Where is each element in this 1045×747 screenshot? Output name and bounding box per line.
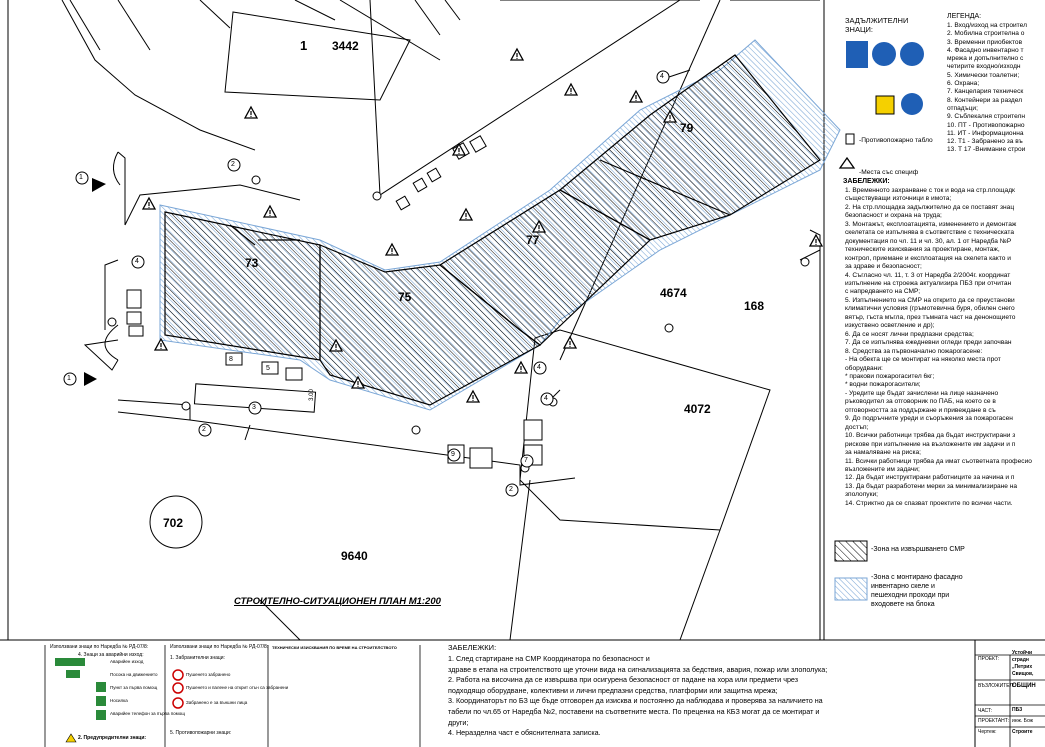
notes-title: ЗАБЕЛЕЖКИ:: [843, 178, 890, 185]
note-line: 4. Съгласно чл. 11, т. 3 от Наредба 2/2004г. координат: [845, 271, 1011, 279]
legend-item: 5. Химически тоалетни;: [947, 71, 1020, 79]
legend-list: [947, 22, 1027, 155]
bottom-note-line: 4. Неразделна част е обяснителната записка.: [448, 728, 601, 738]
note-line: рискове при изпълнение на възложените им задачи и п: [845, 440, 1016, 448]
callout-4-left: 4: [135, 258, 139, 265]
note-line: 3. Монтажът, експлоатацията, изменението и демонтаж: [845, 220, 1017, 228]
tb-part-label: ЧАСТ:: [978, 708, 993, 714]
note-line: 8. Средства за първоначално пожарогасене:: [845, 347, 983, 355]
callout-2-bottom: 2: [202, 426, 206, 433]
note-line: 12. Да бъдат инструктирани работниците за начина и п: [845, 474, 1015, 482]
legend-column: [829, 8, 1045, 628]
signs-col1-item: Аварийен изход: [110, 659, 144, 664]
tb-project-value: „Петрих: [1012, 664, 1033, 670]
callout-4-top: 4: [660, 73, 664, 80]
callout-4-mid: 4: [537, 364, 541, 371]
legend-item: 1. Вход/изход на строител: [947, 22, 1027, 29]
signs-col1-item: Аварийен телефон за първа помощ: [110, 711, 185, 716]
signs-col1-sub: 4. Знаци за аварийни изход:: [78, 652, 144, 658]
tb-designer-label: ПРОЕКТАНТ:: [978, 718, 1010, 724]
building-label-79: 79: [680, 121, 694, 135]
tb-project-value: сградн: [1012, 657, 1029, 663]
building-label-73: 73: [245, 256, 259, 270]
note-line: зполопуки;: [845, 491, 878, 499]
bottom-note-line: 2. Работа на височина да се извършва при осигурена безопасност от падане на хора или предмети чрез: [448, 675, 799, 685]
bottom-note-line: табели по чл.65 от Наредба №2, поставени на съответните места. По преценка на КБЗ могат да се монтират и: [448, 706, 820, 716]
note-line: 14. Стриктно да се спазват проектите по всички части.: [845, 499, 1013, 507]
note-line: съществуващи източници в имота;: [845, 195, 952, 203]
signs-col2-sub: 1. Забранителни знаци:: [170, 655, 225, 661]
note-line: изпълнение на строежа актуализира ПБЗ при отчитан: [845, 279, 1012, 287]
note-line: оборудвани:: [845, 364, 883, 372]
note-line: - Уредите ще бъдат зачислени на лице назначено: [845, 389, 999, 397]
note-line: изкуствено осветление и др);: [845, 322, 935, 330]
callout-8: 8: [229, 356, 233, 363]
tech-requirements-title: ТЕХНИЧЕСКИ ИЗИСКВАНИЯ ПО ВРЕМЕ НА СТРОИТЕЛСТВОТО: [272, 645, 397, 650]
legend-title: ЛЕГЕНДА:: [947, 13, 982, 20]
legend-item: четирите входно/изходн: [947, 63, 1021, 71]
callout-5: 5: [266, 365, 270, 372]
note-line: 1. Временното захранване с ток и вода на стр.площадк: [845, 187, 1015, 194]
note-line: за здраве и безопасност;: [845, 263, 922, 271]
note-line: техническите изисквания за проектиране, монтаж,: [845, 246, 1000, 254]
notes-list: [845, 187, 1032, 508]
note-line: 7. Да се изпълнява ежедневни огледи преди започван: [845, 339, 1012, 347]
legend-item: 4. Фасадно инвентарно т: [947, 46, 1024, 54]
signs-col2-item: Пушенето и палене на открит огън са забранени: [186, 685, 289, 690]
note-line: климатични условия (гръмотевична буря, обилен снего: [845, 305, 1015, 313]
building-label-702: 702: [163, 516, 184, 530]
building-label-9640: 9640: [341, 549, 368, 563]
legend-item: 9. Съблекалня строителн: [947, 113, 1026, 121]
note-line: документация по чл. 11 и чл. 30, ал. 1 от Наредба №Р: [845, 237, 1012, 245]
note-line: * пракови пожарогасител 6кг;: [845, 372, 935, 380]
note-line: 6. Да се носят лични предпазни средства;: [845, 330, 974, 338]
danger-places-label: -Места със специф: [859, 169, 919, 176]
legend-item: 12. Т1 - Забранено за въ: [947, 138, 1023, 146]
tb-part-value: ПБЗ: [1012, 707, 1023, 713]
note-line: възложените им задачи;: [845, 465, 920, 473]
callout-2-right: 2: [509, 486, 513, 493]
legend-item: 2. Мобилна строителна о: [947, 30, 1025, 38]
tb-drawing-value: Строите: [1012, 729, 1033, 735]
note-line: скелетата се изпълнява в съответствие с техническата: [845, 229, 1014, 237]
callout-4-low: 4: [544, 395, 548, 402]
tb-client-label: ВЪЗЛОЖИТЕЛ:: [978, 683, 1015, 689]
scaffold-zone-label-2: инвентарно скеле и: [871, 583, 935, 590]
scaffold-zone-label-4: входовете на блока: [871, 601, 935, 608]
legend-item: отпадъци;: [947, 104, 978, 112]
signs-col1-item: Пункт за първа помощ: [110, 685, 158, 690]
signs-col2-item: Пушенето забранено: [186, 672, 231, 677]
bottom-note-line: подходящо оборудване, колективни и лични предпазни средства, платформи или защитна мрежа;: [448, 685, 778, 695]
bottom-note-line: други;: [448, 717, 469, 727]
note-line: ръководител за отговорник по ПАБ, на което се в: [845, 398, 996, 406]
signs-col1-footer: 2. Предупредителни знаци:: [78, 735, 147, 741]
tb-project-value: Устойчи: [1012, 650, 1033, 656]
note-line: вятър, гъста мъгла, през тъмната част на денонощието: [845, 313, 1016, 321]
legend-item: 11. ИТ - Информационна: [947, 129, 1024, 137]
signs-col1-item: Носилка: [110, 698, 128, 703]
dimension-label: 3.00: [308, 389, 315, 401]
callout-3: 3: [252, 404, 256, 411]
legend-item: 10. ПТ - Противопожарно: [947, 121, 1025, 129]
callout-1-top: 1: [79, 174, 83, 181]
note-line: достъп;: [845, 423, 869, 431]
note-line: * водни пожарогасители;: [845, 381, 921, 389]
note-line: 11. Всички работници трябва да имат съответната професио: [845, 457, 1032, 465]
building-label-3442: 3442: [332, 39, 359, 53]
callout-9: 9: [451, 451, 455, 458]
building-label-4072: 4072: [684, 402, 711, 416]
note-line: 5. Изпълнението на СМР на открито да се преустанови: [845, 296, 1015, 304]
legend-item: 13. Т 17 -Внимание строи: [947, 146, 1026, 154]
mandatory-signs-title-2: ЗНАЦИ:: [845, 25, 873, 34]
tb-designer-value: инж. Бож: [1012, 718, 1034, 724]
scaffold-zone-label-1: -Зона с монтирано фасадно: [871, 574, 963, 581]
note-line: 9. До подръчните уреди и съоръжения за пожарогасен: [845, 415, 1013, 423]
plan-title: СТРОИТЕЛНО-СИТУАЦИОНЕН ПЛАН М1:200: [234, 596, 441, 607]
legend-item: 7. Канцелария техническ: [947, 88, 1024, 96]
tb-project-value: Свищов,: [1012, 671, 1034, 677]
signs-col2-title: Използвани знаци по Наредба № РД-07/8:: [170, 644, 269, 650]
scaffold-zone-label-3: пешеходни проходи при: [871, 592, 950, 599]
signs-col1-title: Използвани знаци по Наредба № РД-07/8:: [50, 644, 149, 650]
bottom-note-line: 3. Координаторът по БЗ ще бъде отговорен да изисква и постоянно да наблюдава и проверява за наличието на: [448, 696, 823, 706]
legend-item: 8. Контейнери за раздел: [947, 96, 1023, 104]
tb-project-label: ПРОЕКТ:: [978, 656, 1000, 662]
note-line: - На обекта ще се монтират на няколко места прот: [845, 356, 1001, 364]
tb-client-value: ОБЩИН: [1012, 683, 1036, 689]
legend-item: 3. Временни приобектов: [947, 38, 1023, 46]
note-line: 2. На стр.площадка задължително да се поставят знац: [845, 203, 1015, 211]
note-line: за намаляване на риска;: [845, 449, 922, 457]
note-line: отговорността за поддържане и привеждане в съ: [845, 406, 996, 414]
bottom-notes-title: ЗАБЕЛЕЖКИ:: [448, 643, 497, 652]
building-label-4674: 4674: [660, 286, 687, 300]
legend-item: 6. Охрана;: [947, 80, 980, 88]
mandatory-signs-title: ЗАДЪЛЖИТЕЛНИ: [845, 16, 909, 25]
callout-1-bottom: 1: [67, 375, 71, 382]
building-label-77: 77: [526, 233, 540, 247]
note-line: 10. Всички работници трябва да бъдат инструктирани з: [845, 432, 1016, 440]
fire-board-label: -Противопожарно табло: [859, 137, 933, 144]
signs-col1-item: Посока на движението: [110, 672, 158, 677]
entry-arrows: [64, 172, 106, 386]
bottom-note-line: 1. След стартиране на СМР Координатора по безопасност и: [448, 654, 650, 663]
note-line: контрол, приемане и експлоатация на скелета както и: [845, 254, 1011, 262]
legend-item: мрежа и допълнително с: [947, 55, 1024, 63]
note-line: безопасност и охрана на труда;: [845, 212, 942, 220]
callout-2-top: 2: [231, 161, 235, 168]
bottom-note-line: здраве в етапа на строителството ще уточни вида на сигнализацията за бедствия, авария, пожар или злополука;: [448, 664, 828, 674]
bottom-notes-list: [448, 654, 827, 739]
signs-col2-footer: 5. Противопожарни знаци:: [170, 730, 232, 736]
signs-col2-item: Забранено е за външни лица: [186, 700, 248, 705]
works-zone-label: -Зона на извършването СМР: [871, 546, 965, 553]
note-line: 13. Да бъдат разработени мерки за минимализиране на: [845, 482, 1018, 490]
building-label-168: 168: [744, 299, 765, 313]
tb-drawing-label: Чертеж:: [978, 729, 997, 735]
building-label-75: 75: [398, 290, 412, 304]
building-label-1: 1: [300, 38, 308, 53]
note-line: с напредването на СМР;: [845, 288, 921, 296]
callout-7: 7: [524, 457, 528, 464]
